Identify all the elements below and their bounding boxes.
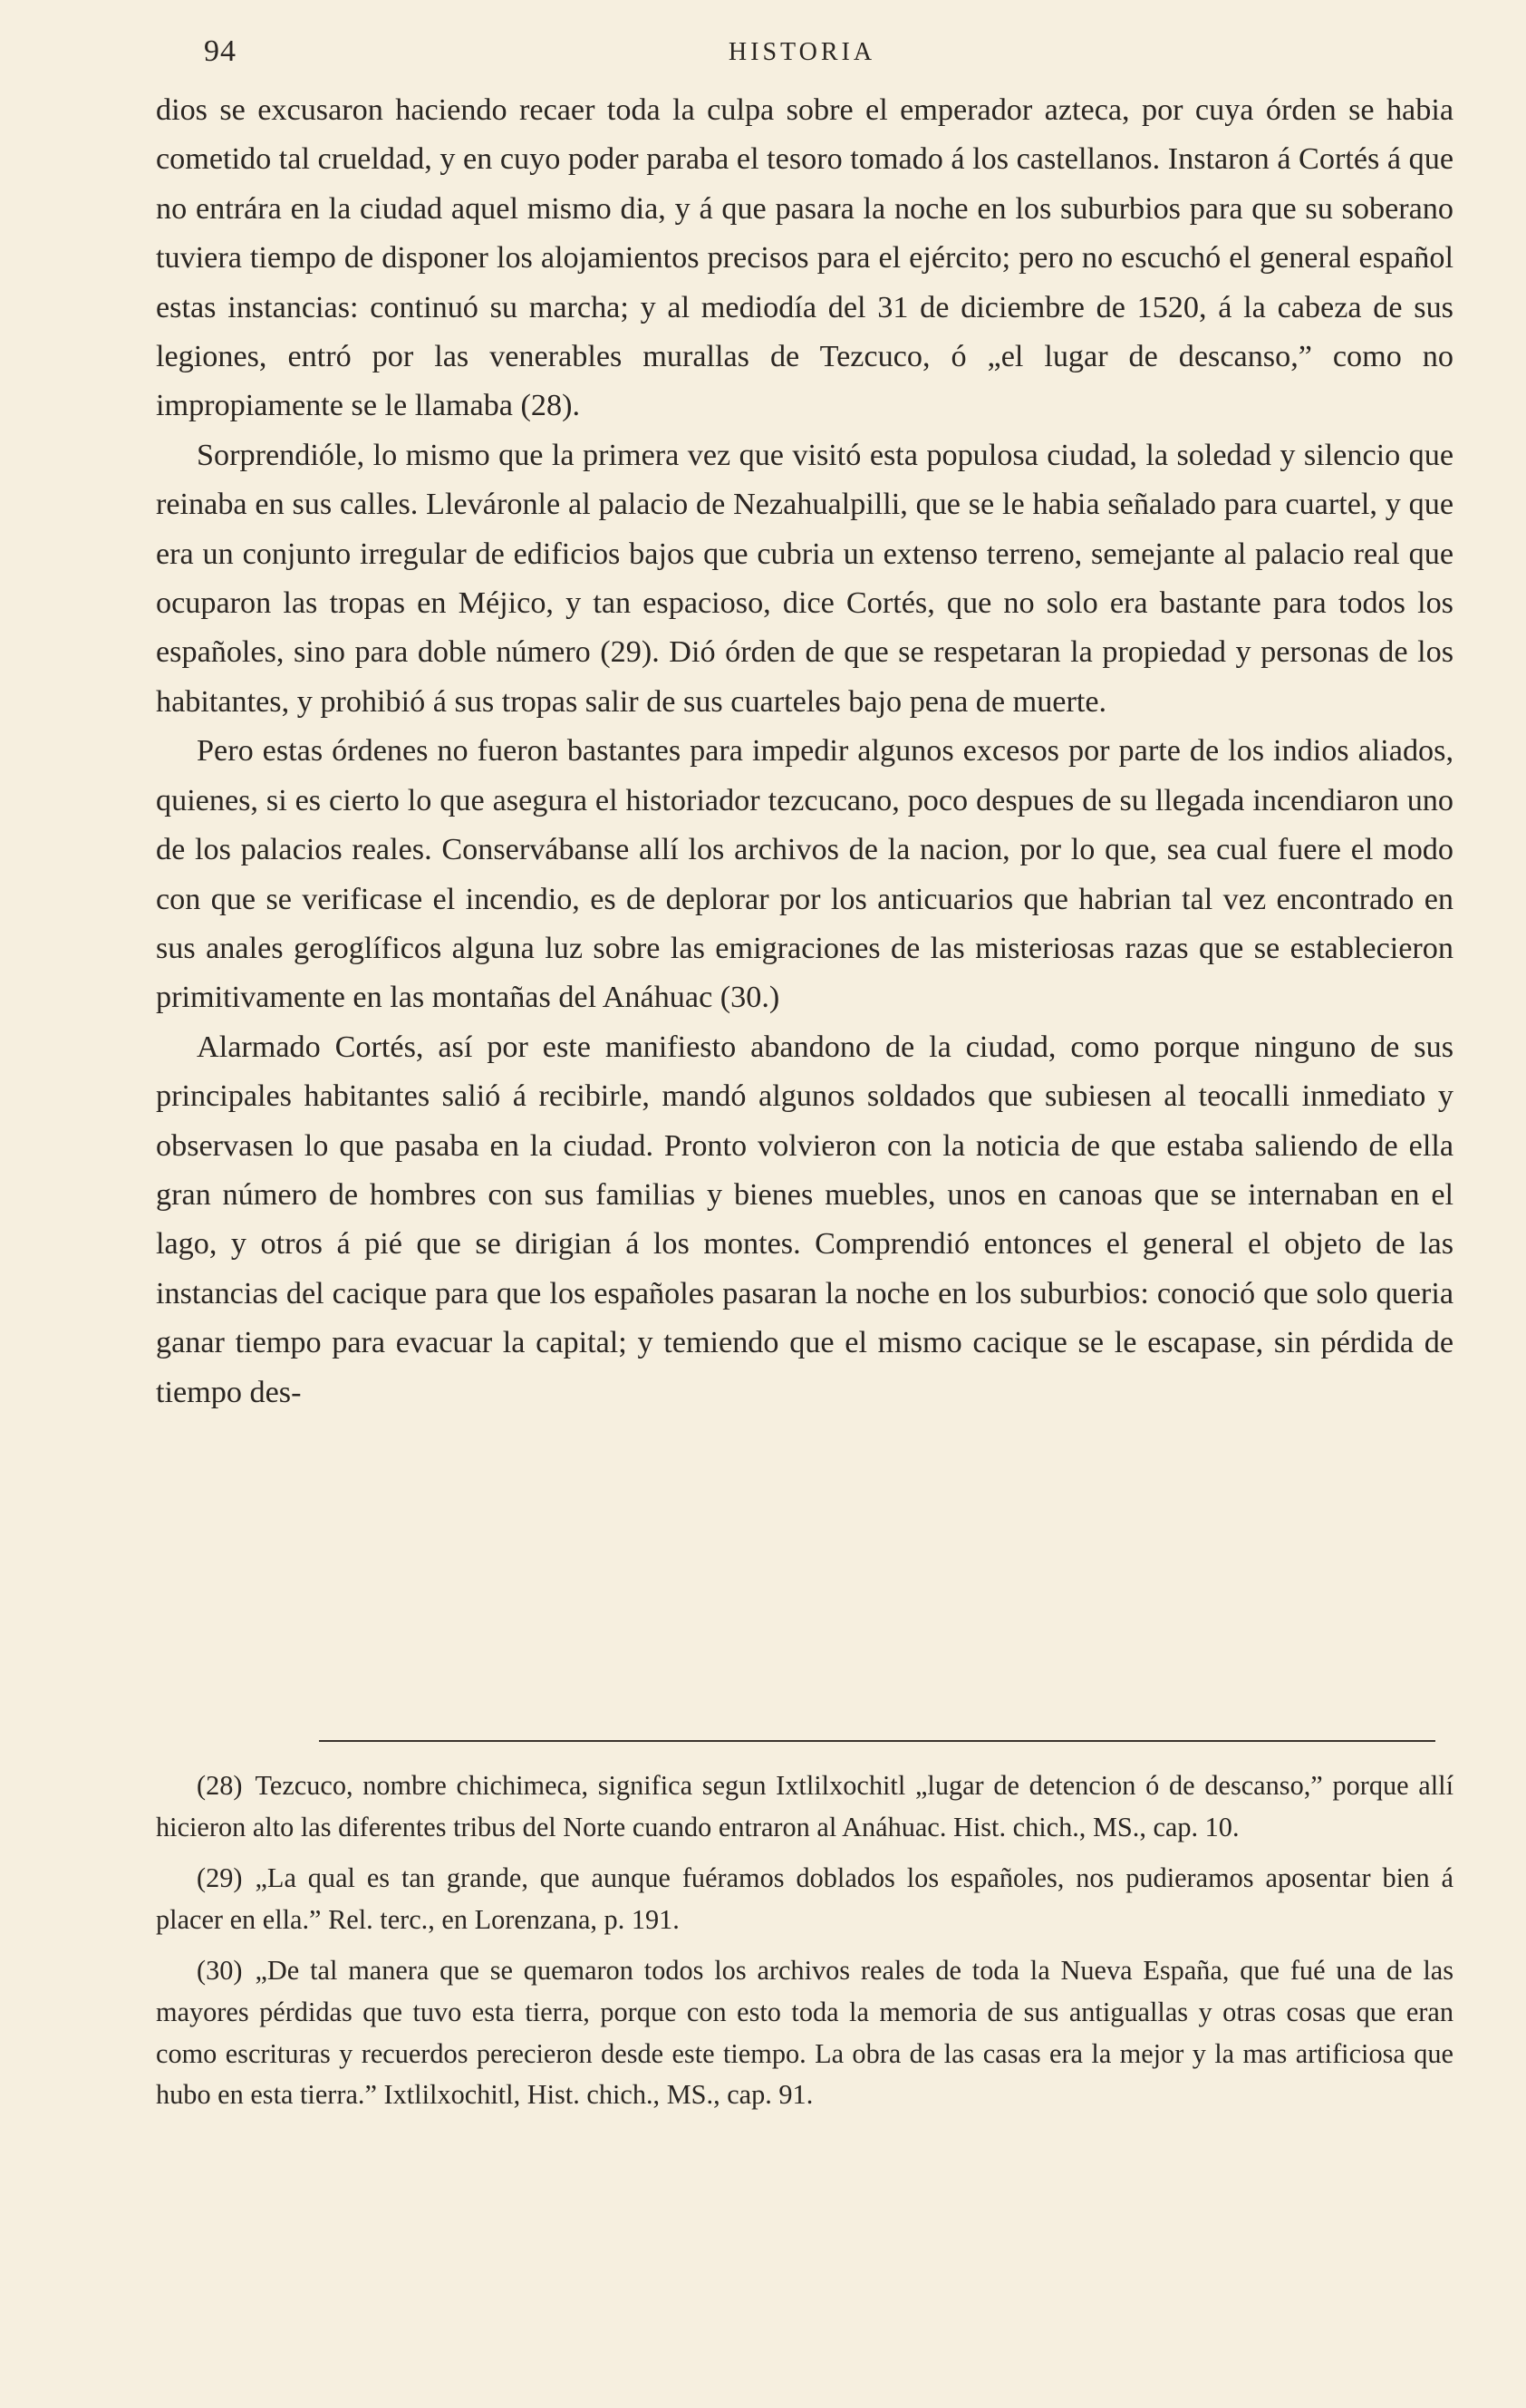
footnote-marker: (29)	[197, 1862, 243, 1894]
paragraph: Sorprendióle, lo mismo que la primera vez que visitó esta populosa ciudad, la soledad y silencio que reinaba en sus calles. Lleváronle al palacio de Nezahualpilli, que se le habia señalado para cuartel, y que era un conjunto irregular de edificios bajos que cubria un extenso terreno, semejante al palacio real que ocuparon las tropas en Méjico, y tan espacioso, dice Cortés, que no solo era bastante para todos los españoles, sino para doble número (29). Dió órden de que se respetaran la propiedad y personas de los habitantes, y prohibió á sus tropas salir de sus cuarteles bajo pena de muerte.	[156, 438, 1454, 719]
footnote-text: „La qual es tan grande, que aunque fuéramos doblados los españoles, nos pudieramos aposentar bien á placer en ella.” Rel. terc., en Lorenzana, p. 191.	[156, 1862, 1454, 1935]
footnote-marker: (30)	[197, 1955, 243, 1987]
footnote-separator	[319, 1740, 1435, 1742]
main-text	[156, 86, 1454, 1417]
paragraph: dios se excusaron haciendo recaer toda la culpa sobre el emperador azteca, por cuya órden se habia cometido tal crueldad, y en cuyo poder paraba el tesoro tomado á los castellanos. Instaron á Cortés á que no entrára en la ciudad aquel mismo dia, y á que pasara la noche en los suburbios para que su soberano tuviera tiempo de disponer los alojamientos precisos para el ejército; pero no escuchó el general español estas instancias: continuó su marcha; y al mediodía del 31 de diciembre de 1520, á la cabeza de sus legiones, entró por las venerables murallas de Tezcuco, ó „el lugar de descanso,” como no impropiamente se le llamaba (28).	[156, 93, 1454, 423]
footnotes	[156, 1765, 1454, 2126]
footnote	[156, 1765, 1454, 1848]
footnote-text: „De tal manera que se quemaron todos los archivos reales de toda la Nueva España, que fué una de las mayores pérdidas que tuvo esta tierra, porque con esto toda la memoria de sus antiguallas y otras cosas que eran como escrituras y recuerdos perecieron desde este tiempo. La obra de las casas era la mejor y la mas artificiosa que hubo en esta tierra.” Ixtlilxochitl, Hist. chich., MS., cap. 91.	[156, 1955, 1454, 2111]
footnote	[156, 1858, 1454, 1940]
footnote-marker: (28)	[197, 1770, 243, 1801]
paragraph: Pero estas órdenes no fueron bastantes para impedir algunos excesos por parte de los indios aliados, quienes, si es cierto lo que asegura el historiador tezcucano, poco despues de su llegada incendiaron uno de los palacios reales. Conservábanse allí los archivos de la nacion, por lo que, sea cual fuere el modo con que se verificase el incendio, es de deplorar por los anticuarios que habrian tal vez encontrado en sus anales geroglíficos alguna luz sobre las emigraciones de las misteriosas razas que se establecieron primitivamente en las montañas del Anáhuac (30.)	[156, 734, 1454, 1015]
page-header	[150, 34, 1454, 80]
page-number: 94	[204, 34, 237, 68]
footnote-text: Tezcuco, nombre chichimeca, significa segun Ixtlilxochitl „lugar de detencion ó de descanso,” porque allí hicieron alto las diferentes tribus del Norte cuando entraron al Anáhuac. Hist. chich., MS., cap. 10.	[156, 1770, 1454, 1842]
running-title: HISTORIA	[728, 38, 876, 66]
footnote	[156, 1950, 1454, 2115]
paragraph: Alarmado Cortés, así por este manifiesto abandono de la ciudad, como porque ninguno de sus principales habitantes salió á recibirle, mandó algunos soldados que subiesen al teocalli inmediato y observasen lo que pasaba en la ciudad. Pronto volvieron con la noticia de que estaba saliendo de ella gran número de hombres con sus familias y bienes muebles, unos en canoas que se internaban en el lago, y otros á pié que se dirigian á los montes. Comprendió entonces el general el objeto de las instancias del cacique para que los españoles pasaran la noche en los suburbios: conoció que solo queria ganar tiempo para evacuar la capital; y temiendo que el mismo cacique se le escapase, sin pérdida de tiempo des-	[156, 1030, 1454, 1409]
